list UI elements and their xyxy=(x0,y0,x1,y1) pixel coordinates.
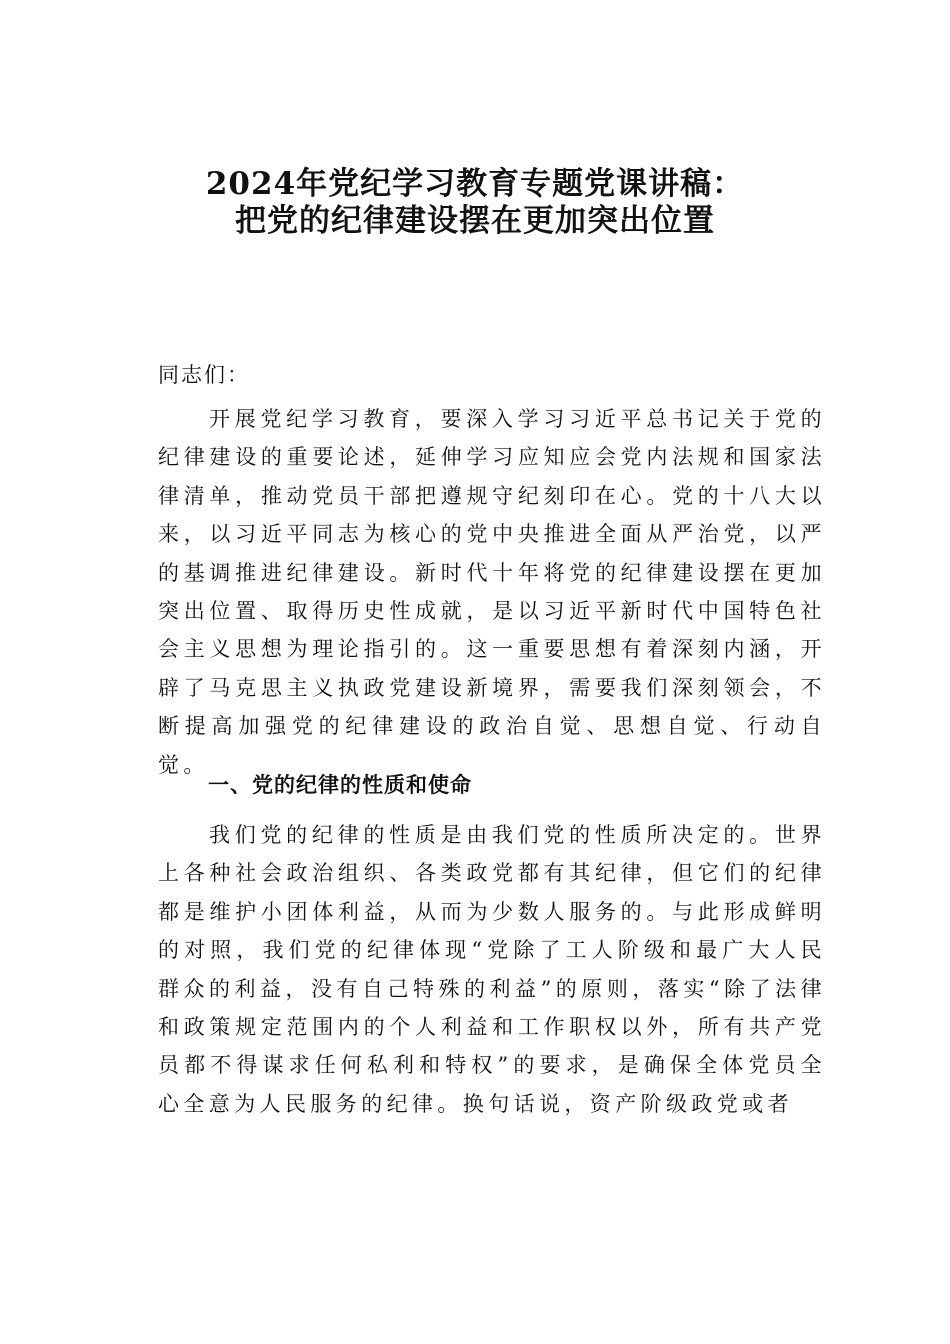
document-title-line-1: 2024年党纪学习教育专题党课讲稿： xyxy=(205,166,745,202)
paragraph-2: 我们党的纪律的性质是由我们党的性质所决定的。世界上各种社会政治组织、各类政党都有其纪律，但它们的纪律都是维护小团体利益，从而为少数人服务的。与此形成鲜明的对照，我们党的纪律体现“党除了工人阶级和最广大人民群众的利益，没有自己特殊的利益”的原则，落实“除了法律和政策规定范围内的个人利益和工作职权以外，所有共产党员都不得谋求任何私利和特权”的要求，是确保全体党员全心全意为人民服务的纪律。换句话说，资产阶级政党或者 xyxy=(158,823,826,1116)
paragraph-1: 开展党纪学习教育，要深入学习习近平总书记关于党的纪律建设的重要论述，延伸学习应知应会党内法规和国家法律清单，推动党员干部把遵规守纪刻印在心。党的十八大以来，以习近平同志为核心的党中央推进全面从严治党，以严的基调推进纪律建设。新时代十年将党的纪律建设摆在更加突出位置、取得历史性成就，是以习近平新时代中国特色社会主义思想为理论指引的。这一重要思想有着深刻内涵，开辟了马克思主义执政党建设新境界，需要我们深刻领会，不断提高加强党的纪律建设的政治自觉、思想自觉、行动自觉。 xyxy=(158,407,826,777)
salutation: 同志们： xyxy=(158,363,250,387)
document-title-line-2: 把党的纪律建设摆在更加突出位置 xyxy=(235,203,715,239)
section-heading-1: 一、党的纪律的性质和使命 xyxy=(208,773,472,797)
